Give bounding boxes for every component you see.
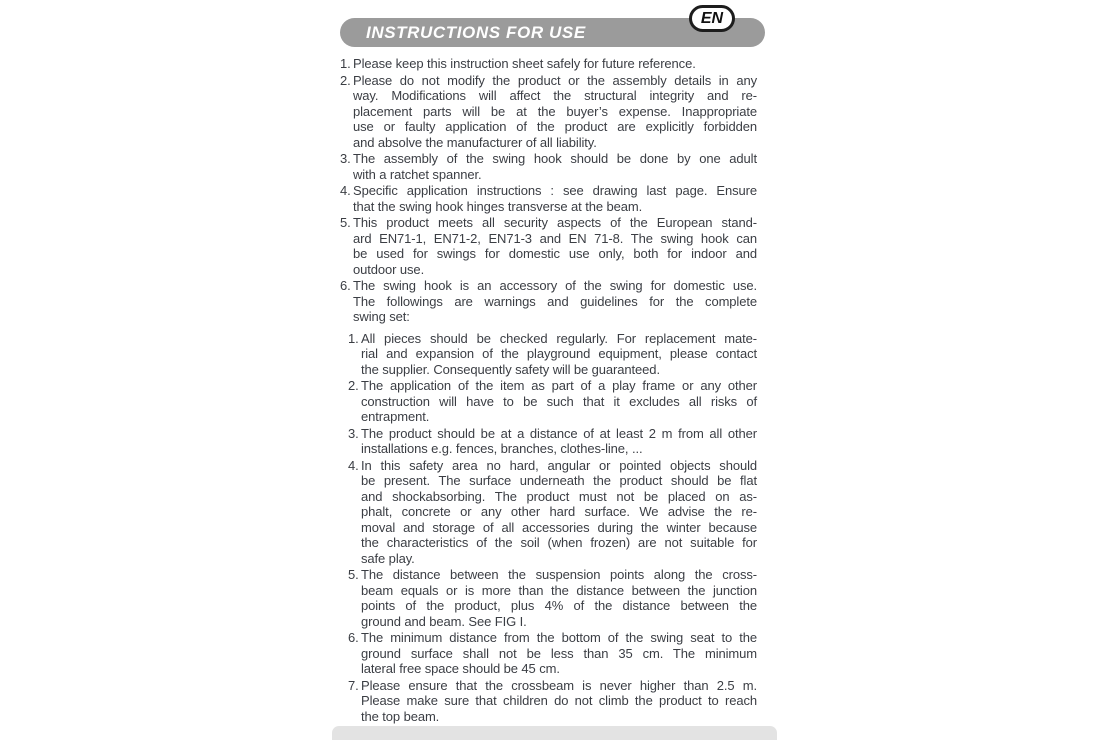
item-number: 6. xyxy=(348,630,359,645)
instructions-content xyxy=(340,56,757,725)
list-item xyxy=(348,458,757,567)
text-line: moval and storage of all accessories during the winter because xyxy=(361,519,757,535)
list-item xyxy=(340,73,757,151)
text-line: This product meets all security aspects of the European stand- xyxy=(353,215,757,230)
text-line: with a ratchet spanner. xyxy=(353,166,482,182)
item-text xyxy=(353,278,757,325)
list-item xyxy=(348,630,757,677)
text-line: The assembly of the swing hook should be done by one adult xyxy=(353,151,757,166)
text-line: Please keep this instruction sheet safely for future reference. xyxy=(353,56,696,71)
item-text xyxy=(353,151,757,182)
text-line: ground surface shall not be less than 35 cm. The minimum xyxy=(361,645,757,661)
list-item xyxy=(340,278,757,325)
item-number: 3. xyxy=(340,151,351,166)
text-line: beam equals or is more than the distance between the junction xyxy=(361,582,757,598)
next-section-bar xyxy=(332,726,777,740)
list-item xyxy=(348,331,757,378)
text-line: The product should be at a distance of at least 2 m from all other xyxy=(361,425,757,441)
text-line: the top beam. xyxy=(361,708,440,724)
text-line: Please do not modify the product or the assembly details in any xyxy=(353,72,757,88)
text-line: ard EN71-1, EN71-2, EN71-3 and EN 71-8. The swing hook can xyxy=(353,230,757,246)
list-item xyxy=(348,567,757,629)
text-line: the characteristics of the soil (when frozen) are not suitable for xyxy=(361,535,757,550)
text-line: swing set: xyxy=(353,309,410,324)
list-item xyxy=(348,426,757,457)
language-badge-label: EN xyxy=(700,9,724,27)
list-item xyxy=(340,56,757,72)
item-text xyxy=(361,426,757,457)
item-text xyxy=(353,215,757,277)
item-number: 5. xyxy=(340,215,351,230)
text-line: In this safety area no hard, angular or pointed objects should xyxy=(361,457,757,473)
item-text xyxy=(361,331,757,378)
text-line: and shockabsorbing. The product must not be placed on as- xyxy=(361,488,757,504)
text-line: lateral free space should be 45 cm. xyxy=(361,661,560,676)
item-number: 7. xyxy=(348,677,359,693)
text-line: safe play. xyxy=(361,550,415,566)
page-title: INSTRUCTIONS FOR USE xyxy=(366,22,586,42)
item-number: 4. xyxy=(348,457,359,473)
text-line: All pieces should be checked regularly. For replacement mate- xyxy=(361,330,757,346)
item-number: 4. xyxy=(340,183,351,198)
language-badge xyxy=(689,5,735,32)
text-line: phalt, concrete or any other hard surface. We advise the re- xyxy=(361,504,757,519)
list-item xyxy=(340,151,757,182)
text-line: entrapment. xyxy=(361,409,430,424)
item-number: 1. xyxy=(340,56,351,71)
item-text xyxy=(353,56,757,72)
item-number: 5. xyxy=(348,567,359,582)
text-line: Specific application instructions : see drawing last page. Ensure xyxy=(353,183,757,198)
item-number: 2. xyxy=(340,72,351,88)
text-line: The application of the item as part of a play frame or any other xyxy=(361,378,757,393)
text-line: construction will have to be such that it excludes all risks of xyxy=(361,393,757,409)
text-line: rial and expansion of the playground equipment, please contact xyxy=(361,346,757,361)
text-line: ground and beam. See FIG I. xyxy=(361,613,527,629)
item-text xyxy=(353,73,757,151)
text-line: The swing hook is an accessory of the swing for domestic use. xyxy=(353,278,757,293)
item-number: 2. xyxy=(348,378,359,393)
item-number: 6. xyxy=(340,278,351,293)
text-line: The minimum distance from the bottom of the swing seat to the xyxy=(361,630,757,645)
text-line: points of the product, plus 4% of the distance between the xyxy=(361,598,757,613)
list-item xyxy=(348,678,757,725)
item-text xyxy=(361,678,757,725)
text-line: The followings are warnings and guidelines for the complete xyxy=(353,293,757,309)
text-line: Please ensure that the crossbeam is never higher than 2.5 m. xyxy=(361,677,757,693)
item-text xyxy=(353,183,757,214)
text-line: use or faulty application of the product are explicitly forbidden xyxy=(353,119,757,134)
item-text xyxy=(361,630,757,677)
list-item xyxy=(340,183,757,214)
list-item xyxy=(340,215,757,277)
text-line: be present. The surface underneath the product should be flat xyxy=(361,473,757,488)
item-text xyxy=(361,567,757,629)
text-line: installations e.g. fences, branches, clothes-line, ... xyxy=(361,441,643,456)
text-line: the supplier. Consequently safety will be guaranteed. xyxy=(361,361,660,377)
swing-set-guidelines-list xyxy=(340,331,757,725)
text-line: that the swing hook hinges transverse at the beam. xyxy=(353,198,643,214)
item-text xyxy=(361,378,757,425)
text-line: placement parts will be at the buyer’s expense. Inappropriate xyxy=(353,103,757,119)
item-number: 3. xyxy=(348,425,359,441)
text-line: and absolve the manufacturer of all liability. xyxy=(353,134,597,150)
text-line: Please make sure that children do not climb the product to reach xyxy=(361,693,757,708)
item-text xyxy=(361,458,757,567)
list-item xyxy=(348,378,757,425)
item-number: 1. xyxy=(348,330,359,346)
text-line: be used for swings for domestic use only, both for indoor and xyxy=(353,246,757,261)
text-line: The distance between the suspension points along the cross- xyxy=(361,567,757,582)
main-instruction-list xyxy=(340,56,757,325)
text-line: outdoor use. xyxy=(353,261,425,277)
text-line: way. Modifications will affect the structural integrity and re- xyxy=(353,88,757,103)
